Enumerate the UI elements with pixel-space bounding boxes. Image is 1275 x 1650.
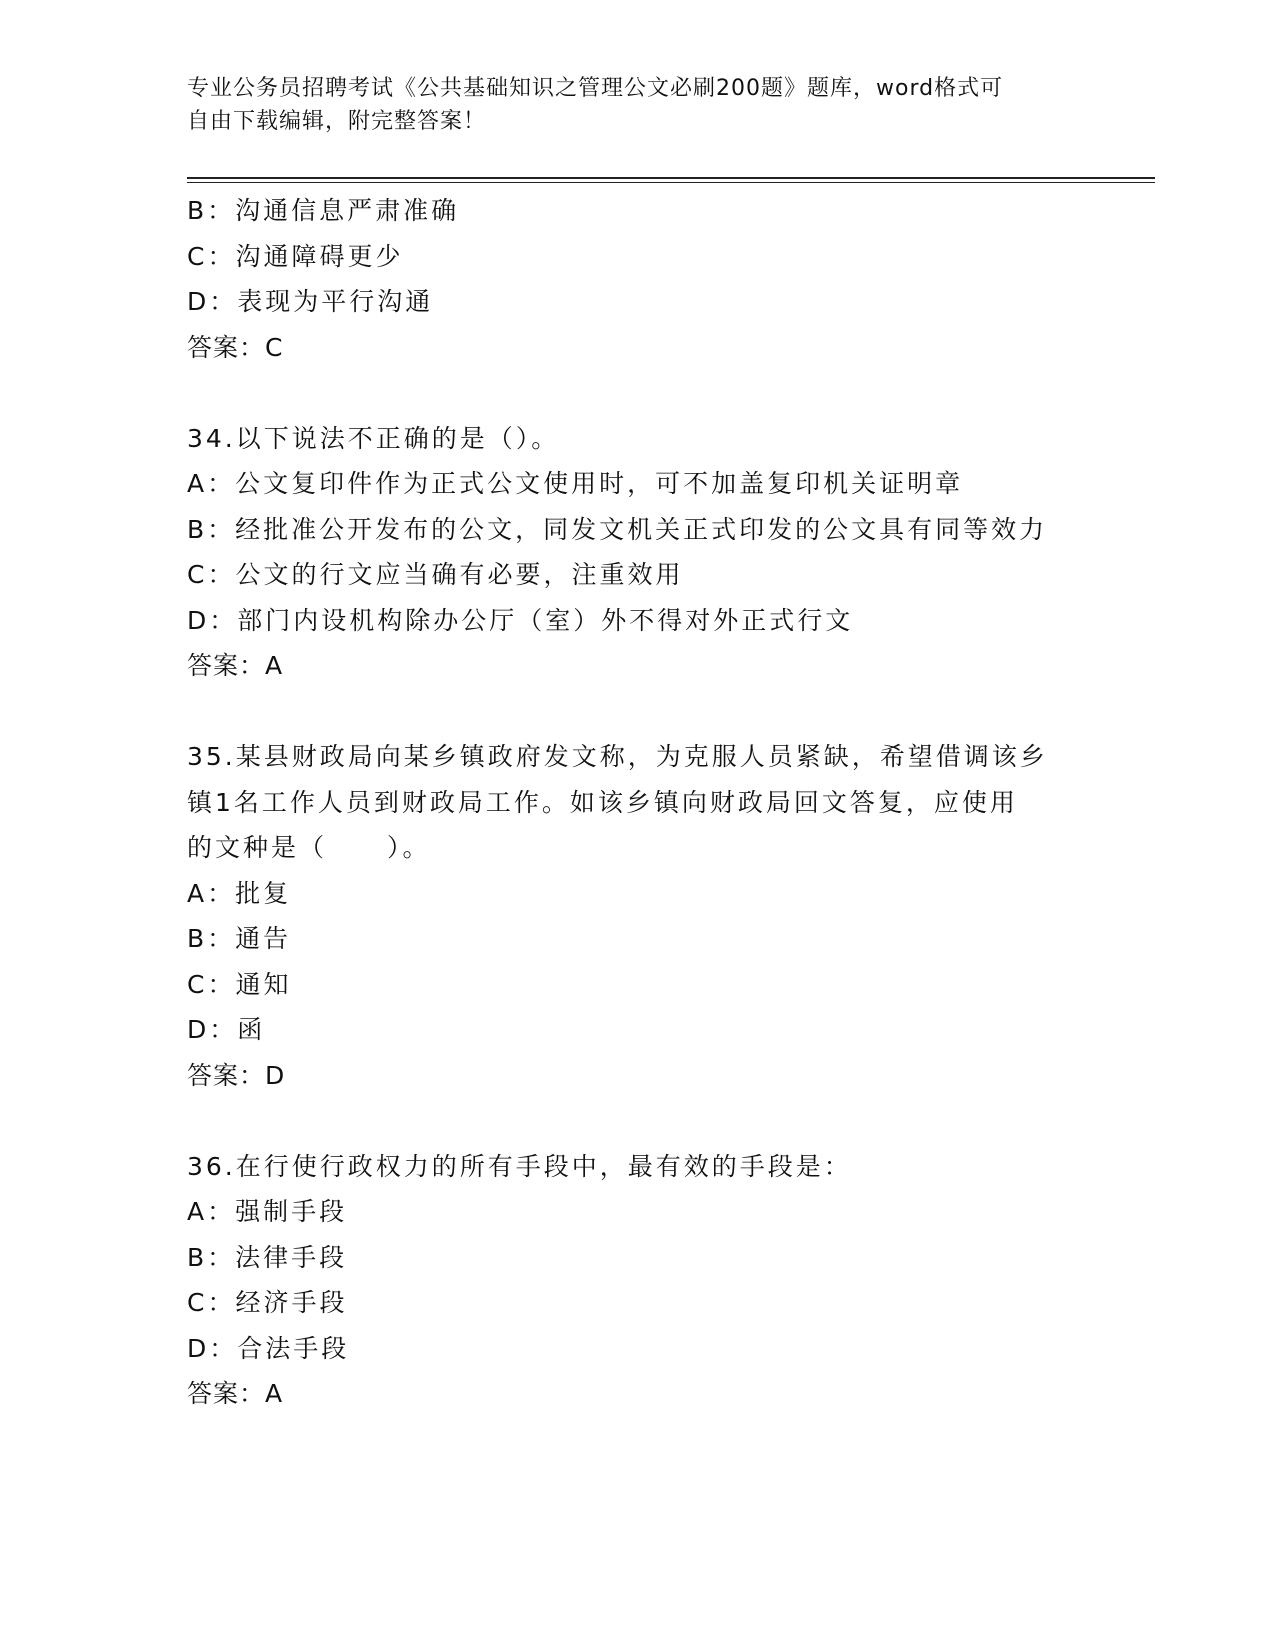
option-a: A：公文复印件作为正式公文使用时，可不加盖复印机关证明章 bbox=[187, 469, 964, 498]
option-d: D：表现为平行沟通 bbox=[187, 287, 434, 316]
question-stem: 34.以下说法不正确的是（）。 bbox=[187, 423, 560, 453]
question-stem-line-2: 镇1名工作人员到财政局工作。如该乡镇向财政局回文答复，应使用 bbox=[187, 787, 1018, 817]
option-d: D：合法手段 bbox=[187, 1333, 350, 1363]
stem-text-before-blank: 的文种是（ bbox=[187, 833, 328, 862]
header-rule-thick bbox=[187, 177, 1155, 179]
option-c: C：经济手段 bbox=[187, 1288, 348, 1317]
answer: 答案：C bbox=[187, 332, 284, 362]
question-stem-line-1: 35.某县财政局向某乡镇政府发文称，为克服人员紧缺，希望借调该乡 bbox=[187, 742, 1048, 771]
option-c: C：沟通障碍更少 bbox=[187, 241, 404, 271]
option-b: B：法律手段 bbox=[187, 1242, 348, 1272]
question-34 bbox=[187, 416, 1087, 690]
answer: 答案：A bbox=[187, 1379, 284, 1408]
option-d: D：函 bbox=[187, 1015, 266, 1044]
header-rule-thin bbox=[187, 182, 1155, 183]
header-line-1: 专业公务员招聘考试《公共基础知识之管理公文必刷200题》题库，word格式可 bbox=[187, 76, 1004, 101]
stem-text-after-blank: ）。 bbox=[387, 833, 431, 862]
option-b: B：沟通信息严肃准确 bbox=[187, 196, 460, 225]
question-stem: 36.在行使行政权力的所有手段中，最有效的手段是： bbox=[187, 1151, 852, 1181]
option-a: A：批复 bbox=[187, 878, 292, 908]
question-36 bbox=[187, 1144, 1087, 1418]
question-35 bbox=[187, 734, 1087, 1099]
option-b: B：通告 bbox=[187, 924, 292, 953]
answer: 答案：D bbox=[187, 1060, 286, 1090]
header-line-2: 自由下载编辑，附完整答案！ bbox=[187, 109, 487, 134]
question-list bbox=[187, 188, 1087, 1417]
answer: 答案：A bbox=[187, 651, 284, 680]
document-header bbox=[187, 72, 1067, 138]
question-stem-line-3 bbox=[187, 825, 1087, 871]
option-c: C：公文的行文应当确有必要，注重效用 bbox=[187, 560, 684, 589]
spacer bbox=[187, 1099, 1087, 1144]
spacer bbox=[187, 689, 1087, 734]
option-d: D：部门内设机构除办公厅（室）外不得对外正式行文 bbox=[187, 605, 854, 635]
option-b: B：经批准公开发布的公文，同发文机关正式印发的公文具有同等效力 bbox=[187, 514, 1048, 544]
option-c: C：通知 bbox=[187, 969, 292, 999]
question-33-tail bbox=[187, 188, 1087, 371]
option-a: A：强制手段 bbox=[187, 1197, 348, 1226]
spacer bbox=[187, 371, 1087, 416]
